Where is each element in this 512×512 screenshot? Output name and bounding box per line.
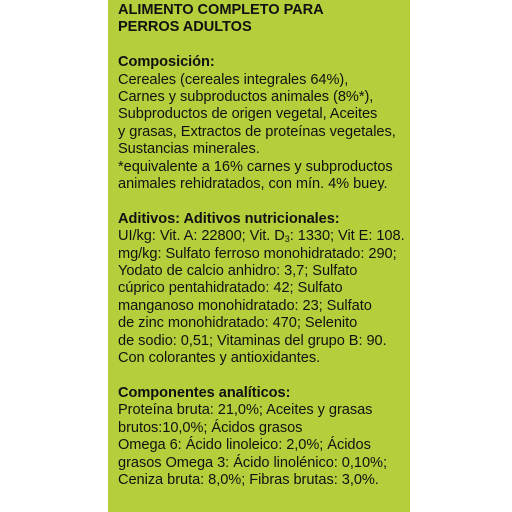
composition-footnote-line: animales rehidratados, con mín. 4% buey. [118,176,388,193]
spacer [118,368,410,385]
vitamin-d-subscript: 3 [284,234,290,245]
spacer [118,37,410,54]
composition-line: Sustancias minerales. [118,141,260,158]
analytical-line: grasos Omega 3: Ácido linolénico: 0,10%; [118,454,387,471]
analytical-components-heading: Componentes analíticos: [118,384,291,401]
analytical-line: Ceniza bruta: 8,0%; Fibras brutas: 3,0%. [118,471,379,488]
label-title-line-2: PERROS ADULTOS [118,19,252,36]
additives-line: de zinc monohidratado: 470; Selenito [118,315,358,332]
spacer [118,193,410,210]
label-content [118,2,410,489]
composition-line: y grasas, Extractos de proteínas vegetales, [118,123,396,140]
label-title-line-1: ALIMENTO COMPLETO PARA [118,2,324,18]
additives-ui-text: UI/kg: Vit. A: 22800; Vit. D [118,228,285,245]
additives-ui-text-end: : 1330; Vit E: 108. [289,228,405,245]
additives-ui-line [118,228,410,245]
analytical-line: Proteína bruta: 21,0%; Aceites y grasas [118,402,373,419]
additives-heading: Aditivos: Aditivos nutricionales: [118,210,340,227]
additives-line: Con colorantes y antioxidantes. [118,350,321,367]
composition-footnote-line: *equivalente a 16% carnes y subproductos [118,158,393,175]
additives-line: mg/kg: Sulfato ferroso monohidratado: 290; [118,245,397,262]
additives-line: manganoso monohidratado: 23; Sulfato [118,297,372,314]
analytical-line: Omega 6: Ácido linoleico: 2,0%; Ácidos [118,437,371,454]
additives-line: cúprico pentahidratado: 42; Sulfato [118,280,343,297]
composition-line: Cereales (cereales integrales 64%), [118,71,349,88]
analytical-line: brutos:10,0%; Ácidos grasos [118,419,303,436]
composition-heading: Composición: [118,54,215,71]
composition-line: Carnes y subproductos animales (8%*), [118,89,374,106]
composition-line: Subproductos de origen vegetal, Aceites [118,106,378,123]
additives-line: de sodio: 0,51; Vitaminas del grupo B: 90. [118,332,387,349]
ingredient-label-panel [108,0,410,512]
additives-line: Yodato de calcio anhidro: 3,7; Sulfato [118,263,358,280]
